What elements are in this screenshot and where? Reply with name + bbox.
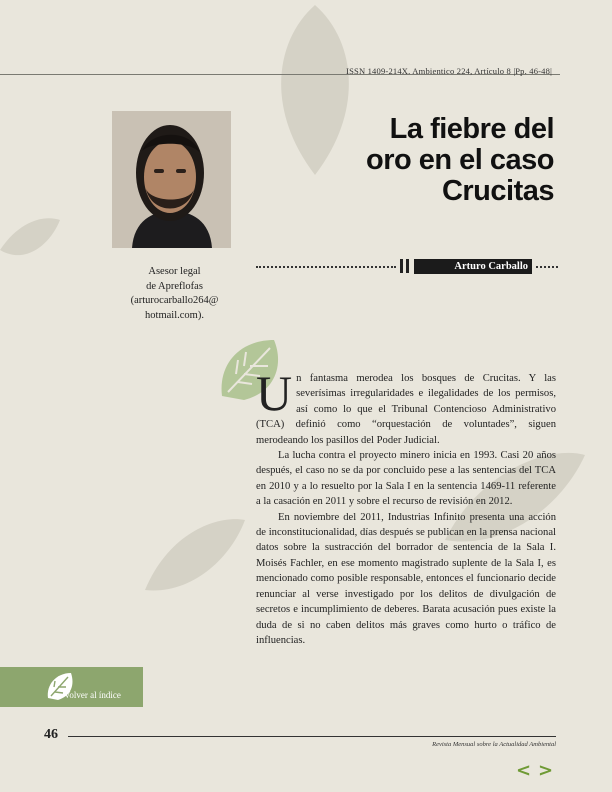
author-bar <box>256 258 558 274</box>
title-line: Crucitas <box>441 175 554 207</box>
page-number: 46 <box>44 727 58 742</box>
caption-line: Asesor legal <box>148 266 201 277</box>
dotted-rule <box>256 266 396 268</box>
back-to-index-button[interactable] <box>0 667 143 707</box>
paragraph: En noviembre del 2011, Industrias Infinito presenta una acción de inconstitucionalidad, días después se publican en la prensa nacional datos sobre la sustracción del borrador de sentencia de la Sala I. Moisés Fachler, en ese momento magistrado suplente de la Sala I, es mencionado como posible responsable, entonces el funcionario decide renunciar al verse investigado por los delitos de divulgación de secretos e incumplimiento de deberes. Barata acusación pues existe la duda de si no caben delitos más graves como hurto o tráfico de influencias. <box>256 511 556 646</box>
next-page-arrow-icon[interactable]: > <box>538 760 554 781</box>
caption-line: hotmail.com). <box>145 309 204 321</box>
paragraph-text: n fantasma merodea los bosques de Crucitas. Y las severísimas irregularidades e ilegalidades de los permisos, así como lo que el Tribunal Contencioso Administrativo (TCA) definió como “orquestación de voluntades”, siguen merodeando los pasillos del Poder Judicial. <box>256 373 556 446</box>
article-title <box>274 114 554 207</box>
background-leaf-icon <box>0 210 60 270</box>
author-name: Arturo Carballo <box>414 259 532 274</box>
article-body <box>256 365 556 648</box>
title-line: La fiebre del <box>389 113 554 145</box>
paragraph <box>256 365 556 448</box>
footer-rule <box>68 736 556 737</box>
caption-line: de Apreflofas <box>146 280 203 292</box>
caption-line: (arturocarballo264@ <box>130 295 219 306</box>
decorative-bar <box>406 259 409 273</box>
back-to-index-label[interactable]: Volver al índice <box>64 690 121 700</box>
background-leaf-icon <box>140 510 250 600</box>
dotted-rule <box>536 266 558 268</box>
journal-name: Revista Mensual sobre la Actualidad Ambiental <box>432 741 556 748</box>
title-line: oro en el caso <box>365 144 554 176</box>
decorative-bar <box>400 259 403 273</box>
author-portrait-image <box>112 111 231 248</box>
header-citation: ISSN 1409-214X. Ambientico 224, Artículo 8 |Pp. 46-48| <box>346 66 552 76</box>
dropcap: U <box>256 365 293 421</box>
author-photo <box>112 111 231 248</box>
paragraph: La lucha contra el proyecto minero inicia en 1993. Casi 20 años después, el caso no se da por concluido pese a las sentencias del TCA en 2010 y a lo resuelto por la Sala I en la sentencia 1469-11 referente a la casación en 2011 y sobre el recurso de revisión en 2012. <box>256 450 556 508</box>
previous-page-arrow-icon[interactable]: < <box>516 760 532 781</box>
author-caption <box>112 265 237 323</box>
